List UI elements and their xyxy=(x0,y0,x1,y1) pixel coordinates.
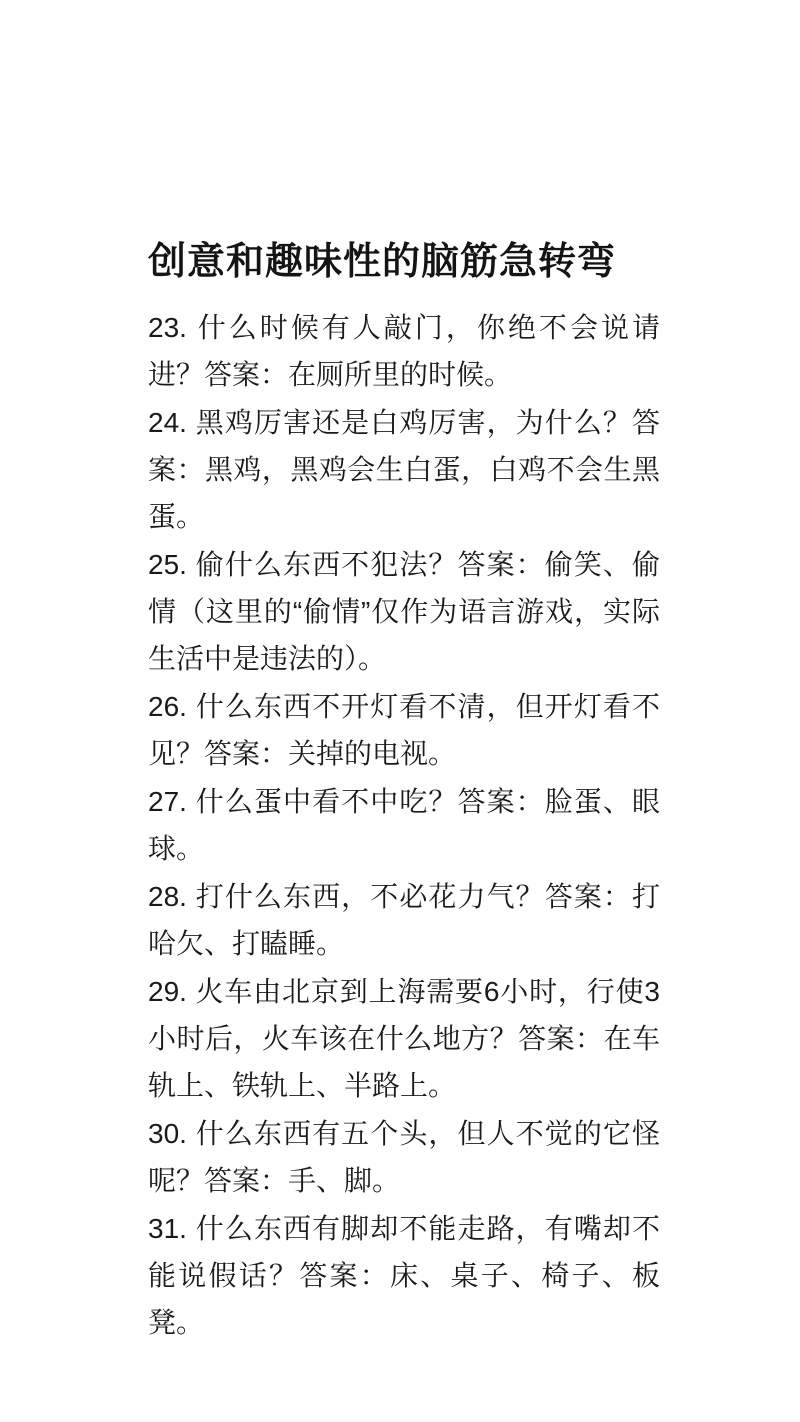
riddle-item: 29. 火车由北京到上海需要6小时，行使3小时后，火车该在什么地方？答案：在车轨上、铁轨上、半路上。 xyxy=(148,976,660,1101)
riddle-list xyxy=(148,304,660,1346)
riddle-item: 30. 什么东西有五个头，但人不觉的它怪呢？答案：手、脚。 xyxy=(148,1118,660,1196)
document-content xyxy=(148,236,660,1347)
riddle-item: 28. 打什么东西，不必花力气？答案：打哈欠、打瞌睡。 xyxy=(148,881,660,959)
riddle-item: 26. 什么东西不开灯看不清，但开灯看不见？答案：关掉的电视。 xyxy=(148,691,660,769)
riddle-item: 24. 黑鸡厉害还是白鸡厉害，为什么？答案：黑鸡，黑鸡会生白蛋，白鸡不会生黑蛋。 xyxy=(148,407,660,532)
riddle-item: 23. 什么时候有人敲门，你绝不会说请进？答案：在厕所里的时候。 xyxy=(148,312,660,390)
riddle-item: 31. 什么东西有脚却不能走路，有嘴却不能说假话？答案：床、桌子、椅子、板凳。 xyxy=(148,1213,660,1338)
page-title: 创意和趣味性的脑筋急转弯 xyxy=(148,241,617,283)
riddle-item: 25. 偷什么东西不犯法？答案：偷笑、偷情（这里的“偷情”仅作为语言游戏，实际生活中是违法的）。 xyxy=(148,549,660,674)
riddle-item: 27. 什么蛋中看不中吃？答案：脸蛋、眼球。 xyxy=(148,786,660,864)
